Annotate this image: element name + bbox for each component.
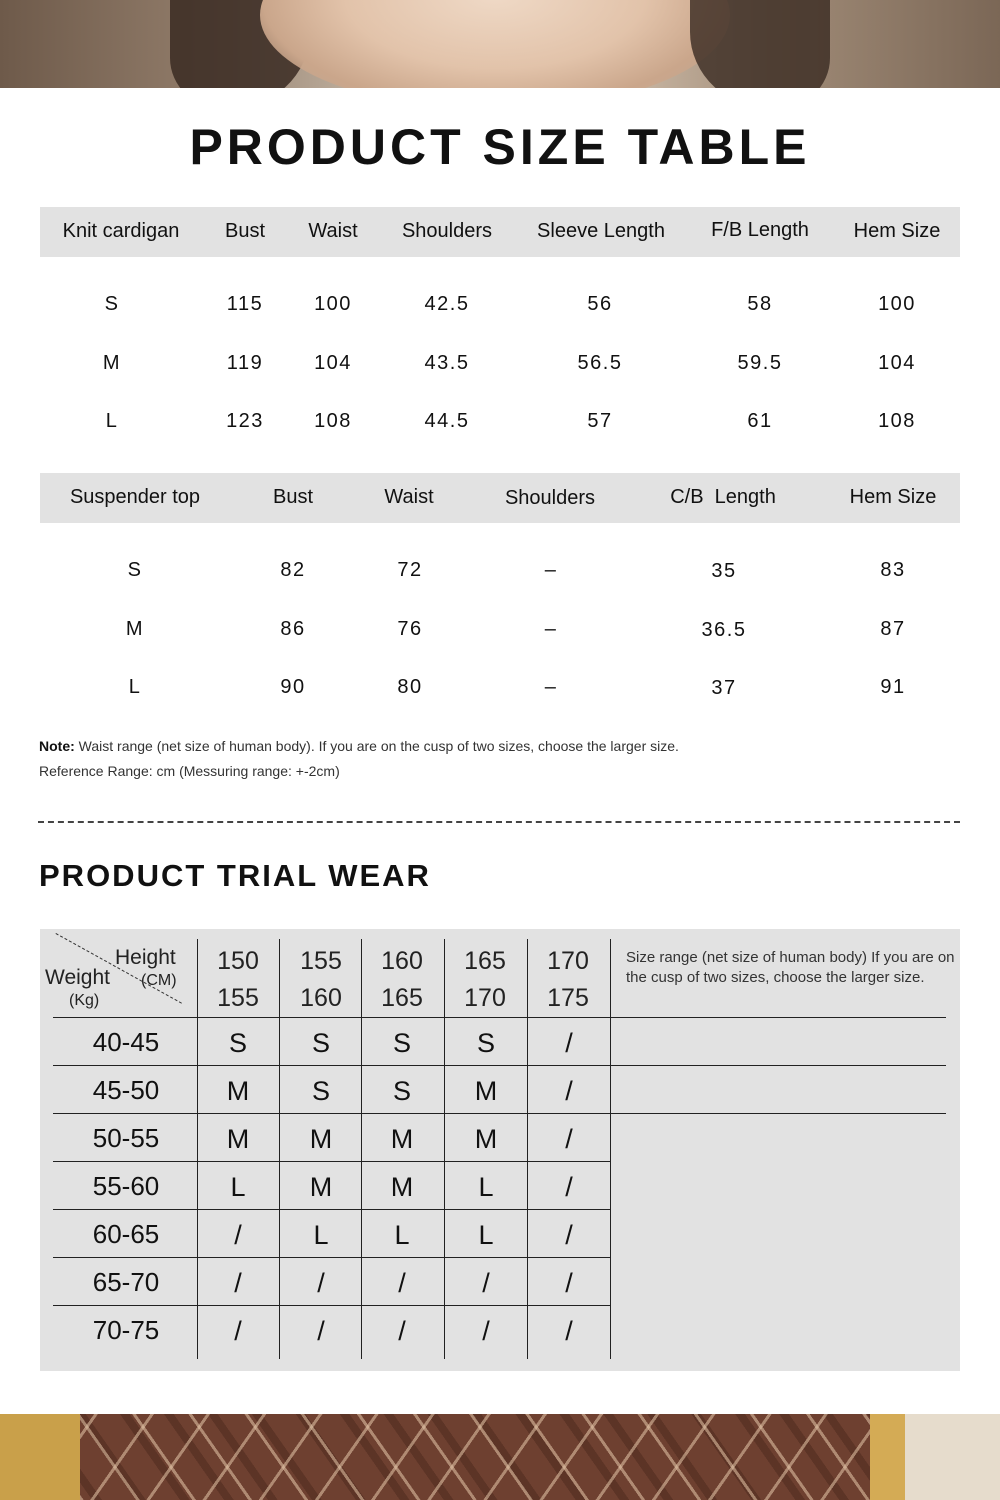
size-cell: M	[390, 1124, 414, 1154]
grid-line	[279, 939, 280, 1359]
size-cell: M	[309, 1124, 333, 1154]
table-cell: –	[544, 559, 558, 581]
height-range-end: 170	[464, 984, 506, 1012]
size-cell: L	[394, 1220, 410, 1250]
cardigan-header-waist: Waist	[308, 220, 358, 242]
size-cell: /	[482, 1268, 490, 1298]
table-cell: 80	[397, 676, 423, 698]
suspender-header-waist: Waist	[384, 486, 434, 508]
table-cell: 56.5	[577, 352, 623, 374]
weight-range: 55-60	[92, 1171, 160, 1201]
table-cell: 36.5	[701, 619, 747, 641]
cardigan-header-name: Knit cardigan	[62, 220, 180, 242]
size-label: M	[102, 352, 122, 374]
weight-range: 50-55	[92, 1123, 160, 1153]
size-cell: /	[565, 1268, 573, 1298]
size-cell: L	[230, 1172, 246, 1202]
size-cell: /	[565, 1220, 573, 1250]
size-label: S	[127, 559, 143, 581]
note-label: Note:	[39, 738, 75, 754]
grid-line	[53, 1017, 946, 1018]
table-cell: 61	[747, 410, 773, 432]
cardigan-header-hem: Hem Size	[853, 220, 941, 242]
suspender-table-header	[40, 473, 960, 523]
suspender-header-hem: Hem Size	[849, 486, 937, 508]
size-cell: /	[398, 1268, 406, 1298]
suspender-header-bust: Bust	[272, 486, 314, 508]
weight-unit: (Kg)	[69, 992, 100, 1009]
size-label: L	[128, 676, 142, 698]
size-cell: /	[565, 1124, 573, 1154]
size-label: L	[105, 410, 119, 432]
grid-line	[53, 1065, 946, 1066]
height-range-2	[300, 943, 342, 1017]
table-cell: 43.5	[424, 352, 470, 374]
size-cell: M	[390, 1172, 414, 1202]
table-cell: 108	[878, 410, 916, 432]
size-cell: /	[234, 1268, 242, 1298]
grid-line	[610, 939, 611, 1359]
height-range-end: 160	[300, 984, 342, 1012]
bottom-model-photo	[0, 1414, 1000, 1500]
weight-range: 60-65	[92, 1219, 160, 1249]
table-cell: 57	[587, 410, 613, 432]
cardigan-header-sleeve: Sleeve Length	[537, 220, 665, 242]
table-cell: 58	[747, 293, 773, 315]
grid-line	[53, 1113, 946, 1114]
height-range-3	[381, 943, 423, 1017]
weight-range: 40-45	[92, 1027, 160, 1057]
height-unit: (CM)	[141, 972, 177, 989]
section-divider	[38, 821, 960, 823]
grid-line	[53, 1161, 610, 1162]
size-cell: /	[565, 1172, 573, 1202]
height-range-start: 165	[464, 947, 506, 975]
table-cell: 100	[878, 293, 916, 315]
size-cell: M	[309, 1172, 333, 1202]
cardigan-header-length: F/B Length	[711, 219, 809, 241]
top-model-photo	[0, 0, 1000, 88]
grid-line	[197, 939, 198, 1359]
table-cell: 42.5	[424, 293, 470, 315]
suspender-header-length: C/B Length	[670, 486, 776, 508]
grid-line	[444, 939, 445, 1359]
size-cell: /	[234, 1316, 242, 1346]
size-cell: S	[228, 1028, 248, 1058]
table-cell: 56	[587, 293, 613, 315]
size-cell: S	[392, 1028, 412, 1058]
table-cell: 100	[314, 293, 352, 315]
size-cell: S	[311, 1028, 331, 1058]
size-cell: S	[311, 1076, 331, 1106]
grid-line	[53, 1305, 610, 1306]
table-cell: 86	[280, 618, 306, 640]
size-cell: /	[565, 1076, 573, 1106]
height-range-end: 155	[217, 984, 259, 1012]
grid-line	[53, 1257, 610, 1258]
size-cell: L	[478, 1172, 494, 1202]
table-cell: 76	[397, 618, 423, 640]
table-cell: 87	[880, 618, 906, 640]
size-cell: M	[226, 1076, 250, 1106]
size-cell: /	[565, 1316, 573, 1346]
weight-range: 65-70	[92, 1267, 160, 1297]
page-title: PRODUCT SIZE TABLE	[189, 119, 811, 175]
suspender-header-name: Suspender top	[69, 486, 201, 508]
cardigan-size-table	[40, 207, 960, 447]
weight-range: 70-75	[92, 1315, 160, 1345]
table-cell: –	[544, 618, 558, 640]
height-range-5	[547, 943, 589, 1017]
table-cell: 35	[711, 560, 737, 582]
table-cell: 72	[397, 559, 423, 581]
table-cell: 123	[226, 410, 264, 432]
weight-range: 45-50	[92, 1075, 160, 1105]
table-cell: 108	[314, 410, 352, 432]
size-note	[39, 738, 679, 754]
weight-label: Weight	[45, 966, 110, 989]
table-cell: 44.5	[424, 410, 470, 432]
reference-range-note: Reference Range: cm (Messuring range: +-2cm)	[39, 763, 340, 779]
table-cell: 37	[711, 677, 737, 699]
size-cell: M	[474, 1076, 498, 1106]
size-cell: L	[478, 1220, 494, 1250]
height-range-start: 160	[381, 947, 423, 975]
trial-wear-table	[40, 929, 960, 1371]
trial-wear-title: PRODUCT TRIAL WEAR	[39, 858, 431, 893]
size-cell: /	[317, 1268, 325, 1298]
height-range-end: 165	[381, 984, 423, 1012]
table-cell: –	[544, 676, 558, 698]
height-label: Height	[115, 946, 176, 969]
size-cell: M	[474, 1124, 498, 1154]
size-range-note: Size range (net size of human body) If you are on the cusp of two sizes, choose the larger size.	[626, 949, 955, 986]
height-range-end: 175	[547, 984, 589, 1012]
cardigan-header-bust: Bust	[224, 220, 266, 242]
table-cell: 104	[314, 352, 352, 374]
size-cell: M	[226, 1124, 250, 1154]
cardigan-header-shoulders: Shoulders	[401, 220, 493, 242]
height-range-1	[217, 943, 259, 1017]
height-range-start: 170	[547, 947, 589, 975]
height-range-start: 155	[300, 947, 342, 975]
height-range-4	[464, 943, 506, 1017]
size-cell: /	[234, 1220, 242, 1250]
size-cell: L	[313, 1220, 329, 1250]
table-cell: 82	[280, 559, 306, 581]
grid-line	[53, 1209, 610, 1210]
size-cell: /	[398, 1316, 406, 1346]
suspender-size-table	[40, 473, 960, 713]
table-cell: 59.5	[737, 352, 783, 374]
size-label: M	[125, 618, 145, 640]
size-cell: /	[565, 1028, 573, 1058]
cardigan-table-header	[40, 207, 960, 257]
table-cell: 91	[880, 676, 906, 698]
table-cell: 115	[226, 293, 264, 315]
size-cell: S	[476, 1028, 496, 1058]
size-label: S	[104, 293, 120, 315]
size-cell: /	[482, 1316, 490, 1346]
size-cell: S	[392, 1076, 412, 1106]
table-cell: 104	[878, 352, 916, 374]
grid-line	[527, 939, 528, 1359]
size-cell: /	[317, 1316, 325, 1346]
table-cell: 90	[280, 676, 306, 698]
table-cell: 119	[226, 352, 264, 374]
suspender-header-shoulders: Shoulders	[504, 487, 596, 509]
grid-line	[361, 939, 362, 1359]
note-text: Waist range (net size of human body). If you are on the cusp of two sizes, choose the larger size.	[74, 738, 679, 754]
table-cell: 83	[880, 559, 906, 581]
height-range-start: 150	[217, 947, 259, 975]
